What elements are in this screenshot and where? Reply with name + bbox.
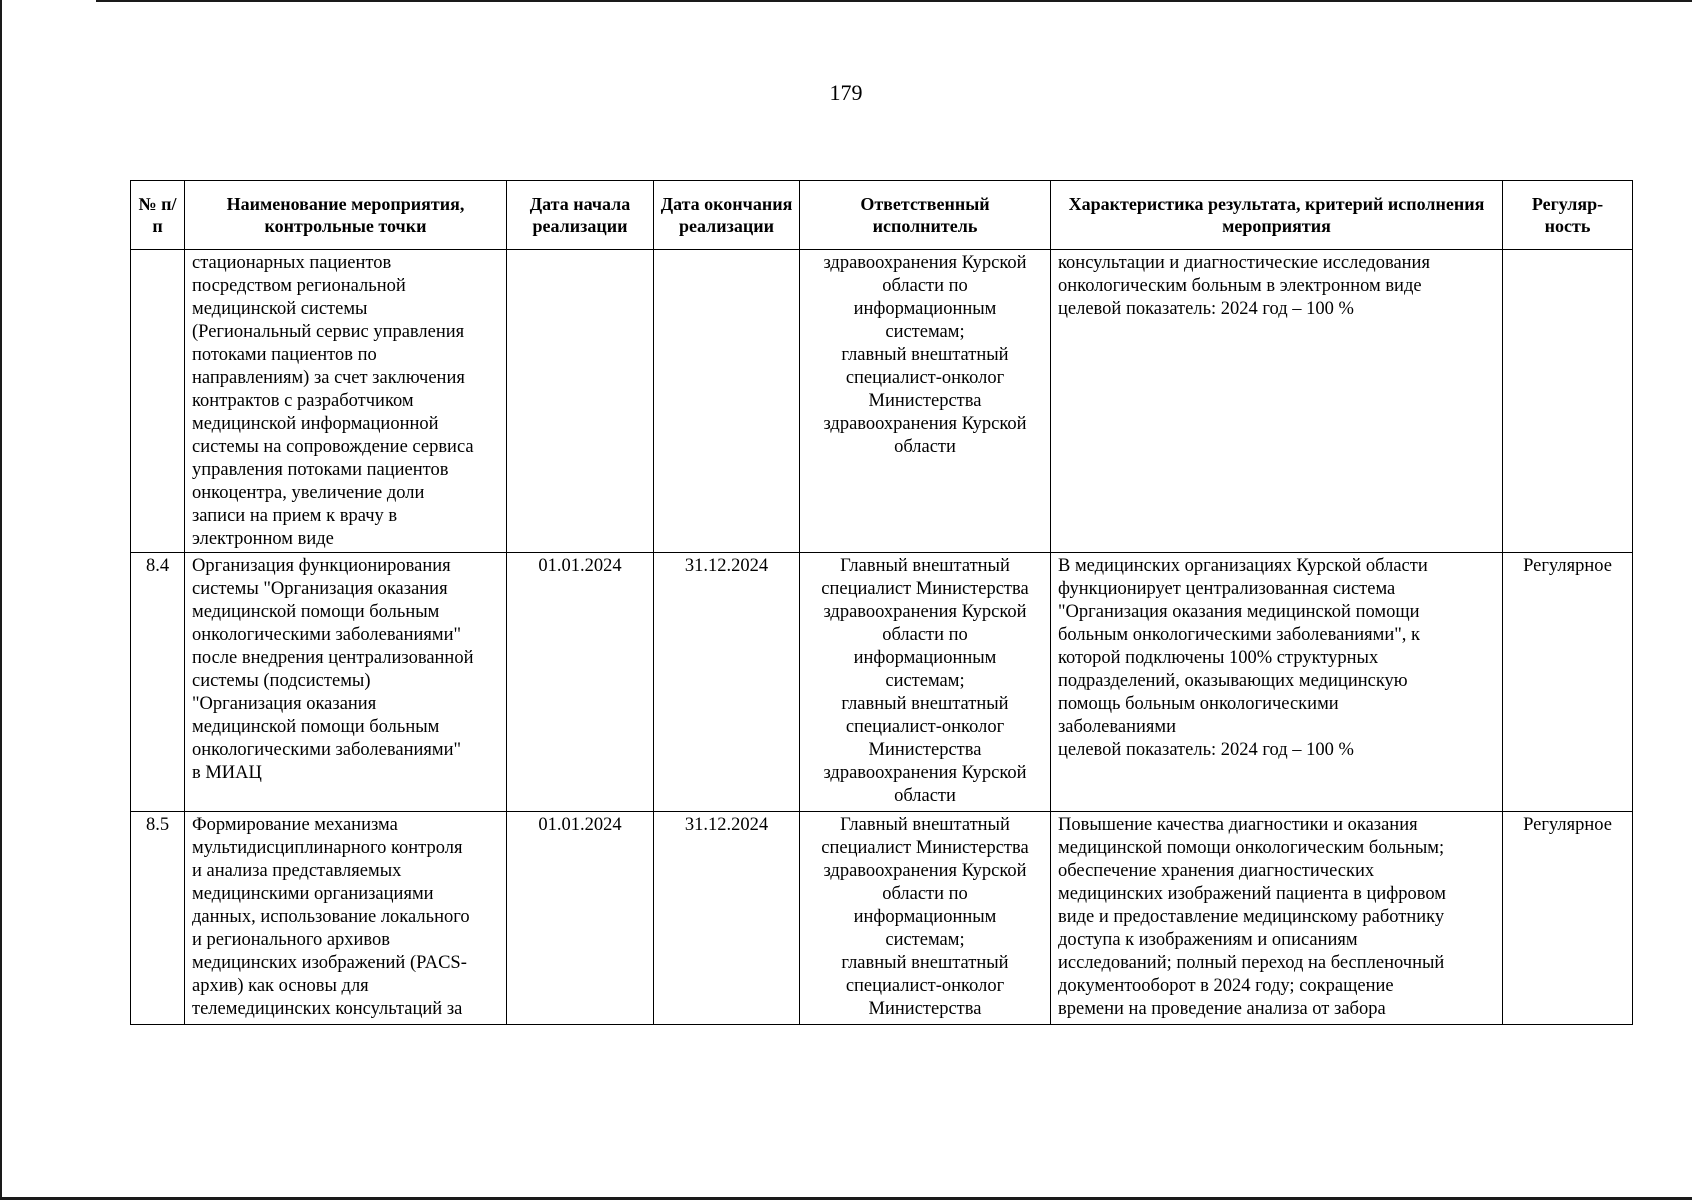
text-line: онкоцентра, увеличение доли	[192, 483, 425, 503]
text-line: в МИАЦ	[192, 763, 262, 783]
header-responsible: Ответственный исполнитель	[800, 181, 1051, 250]
header-result: Характеристика результата, критерий исполнения мероприятия	[1051, 181, 1503, 250]
header-start-date: Дата начала реализации	[507, 181, 654, 250]
regularity	[1503, 250, 1633, 553]
end-date	[654, 250, 800, 553]
activity-name	[185, 812, 507, 1025]
text-line: телемедицинских консультаций за	[192, 999, 463, 1019]
text-line: главный внештатный	[841, 953, 1009, 973]
text-line: главный внештатный	[841, 345, 1009, 365]
header-name: Наименование мероприятия, контрольные точки	[185, 181, 507, 250]
text-line: Главный внештатный	[840, 815, 1010, 835]
text-line: больным онкологическими заболеваниями", к	[1058, 625, 1421, 645]
text-line: здравоохранения Курской	[823, 602, 1027, 622]
activity-name	[185, 553, 507, 812]
text-line: обеспечение хранения диагностических	[1058, 861, 1375, 881]
text-line: "Организация оказания	[192, 694, 377, 714]
text-line: целевой показатель: 2024 год – 100 %	[1058, 740, 1354, 760]
text-line: Формирование механизма	[192, 815, 398, 835]
table-row	[131, 250, 1633, 553]
result-description	[1051, 250, 1503, 553]
text-line: здравоохранения Курской	[823, 861, 1027, 881]
text-line: и анализа представляемых	[192, 861, 402, 881]
text-line: электронном виде	[192, 529, 334, 549]
text-line: мультидисциплинарного контроля	[192, 838, 463, 858]
text-line: системы "Организация оказания	[192, 579, 448, 599]
text-line: главный внештатный	[841, 694, 1009, 714]
start-date	[507, 250, 654, 553]
text-line: исследований; полный переход на беспленочный	[1058, 953, 1445, 973]
text-line: информационным	[853, 907, 997, 927]
text-line: доступа к изображениям и описаниям	[1058, 930, 1358, 950]
text-line: специалист Министерства	[821, 579, 1029, 599]
text-line: медицинской информационной	[192, 414, 439, 434]
page-number: 179	[829, 80, 863, 105]
text-line: времени на проведение анализа от забора	[1058, 999, 1386, 1019]
text-line: онкологическими заболеваниями"	[192, 740, 462, 760]
table-header-row	[131, 181, 1633, 250]
header-end-date: Дата окончания реализации	[654, 181, 800, 250]
text-line: и регионального архивов	[192, 930, 391, 950]
text-line: области	[894, 437, 956, 457]
text-line: системы (подсистемы)	[192, 671, 371, 691]
text-line: системам;	[885, 322, 965, 342]
header-regularity: Регуляр-ность	[1503, 181, 1633, 250]
text-line: помощь больным онкологическими	[1058, 694, 1339, 714]
text-line: медицинских изображений (PACS-	[192, 953, 467, 973]
text-line: медицинских изображений пациента в цифровом	[1058, 884, 1446, 904]
regularity: Регулярное	[1503, 553, 1633, 812]
responsible	[800, 250, 1051, 553]
activities-table	[130, 180, 1633, 1025]
text-line: медицинской системы	[192, 299, 368, 319]
text-line: здравоохранения Курской	[823, 253, 1027, 273]
text-line: системы на сопровождение сервиса	[192, 437, 474, 457]
text-line: области по	[882, 276, 968, 296]
text-line: функционирует централизованная система	[1058, 579, 1396, 599]
text-line: записи на прием к врачу в	[192, 506, 398, 526]
text-line: специалист-онколог	[845, 976, 1005, 996]
text-line: информационным	[853, 299, 997, 319]
regularity: Регулярное	[1503, 812, 1633, 1025]
result-description	[1051, 553, 1503, 812]
text-line: В медицинских организациях Курской области	[1058, 556, 1428, 576]
text-line: области по	[882, 625, 968, 645]
text-line: информационным	[853, 648, 997, 668]
end-date: 31.12.2024	[654, 812, 800, 1025]
text-line: целевой показатель: 2024 год – 100 %	[1058, 299, 1354, 319]
activity-name	[185, 250, 507, 553]
row-num: 8.5	[131, 812, 185, 1025]
text-line: стационарных пациентов	[192, 253, 392, 273]
text-line: Повышение качества диагностики и оказания	[1058, 815, 1418, 835]
text-line: онкологическим больным в электронном виде	[1058, 276, 1422, 296]
text-line: управления потоками пациентов	[192, 460, 449, 480]
text-line: специалист-онколог	[845, 717, 1005, 737]
text-line: документооборот в 2024 году; сокращение	[1058, 976, 1394, 996]
text-line: посредством региональной	[192, 276, 406, 296]
responsible	[800, 553, 1051, 812]
text-line: специалист-онколог	[845, 368, 1005, 388]
text-line: области	[894, 786, 956, 806]
text-line: потоками пациентов по	[192, 345, 377, 365]
text-line: после внедрения централизованной	[192, 648, 474, 668]
text-line: системам;	[885, 671, 965, 691]
row-num	[131, 250, 185, 553]
text-line: (Региональный сервис управления	[192, 322, 465, 342]
text-line: данных, использование локального	[192, 907, 470, 927]
result-description	[1051, 812, 1503, 1025]
header-num: № п/п	[131, 181, 185, 250]
start-date: 01.01.2024	[507, 553, 654, 812]
start-date: 01.01.2024	[507, 812, 654, 1025]
text-line: архив) как основы для	[192, 976, 369, 996]
scan-edge-top	[96, 0, 1692, 2]
text-line: заболеваниями	[1058, 717, 1177, 737]
text-line: контрактов с разработчиком	[192, 391, 414, 411]
text-line: "Организация оказания медицинской помощи	[1058, 602, 1420, 622]
text-line: системам;	[885, 930, 965, 950]
text-line: специалист Министерства	[821, 838, 1029, 858]
text-line: Организация функционирования	[192, 556, 451, 576]
row-num: 8.4	[131, 553, 185, 812]
text-line: области по	[882, 884, 968, 904]
text-line: подразделений, оказывающих медицинскую	[1058, 671, 1408, 691]
text-line: Главный внештатный	[840, 556, 1010, 576]
text-line: направлениям) за счет заключения	[192, 368, 465, 388]
text-line: онкологическими заболеваниями"	[192, 625, 462, 645]
text-line: виде и предоставление медицинскому работнику	[1058, 907, 1445, 927]
table-row	[131, 553, 1633, 812]
text-line: здравоохранения Курской	[823, 763, 1027, 783]
text-line: медицинскими организациями	[192, 884, 434, 904]
text-line: консультации и диагностические исследования	[1058, 253, 1430, 273]
text-line: Министерства	[868, 740, 982, 760]
text-line: медицинской помощи больным	[192, 602, 440, 622]
text-line: которой подключены 100% структурных	[1058, 648, 1379, 668]
text-line: здравоохранения Курской	[823, 414, 1027, 434]
scan-edge-left	[0, 0, 2, 1200]
table-row	[131, 812, 1633, 1025]
responsible	[800, 812, 1051, 1025]
text-line: Министерства	[868, 391, 982, 411]
text-line: медицинской помощи онкологическим больным;	[1058, 838, 1445, 858]
text-line: медицинской помощи больным	[192, 717, 440, 737]
end-date: 31.12.2024	[654, 553, 800, 812]
text-line: Министерства	[868, 999, 982, 1019]
